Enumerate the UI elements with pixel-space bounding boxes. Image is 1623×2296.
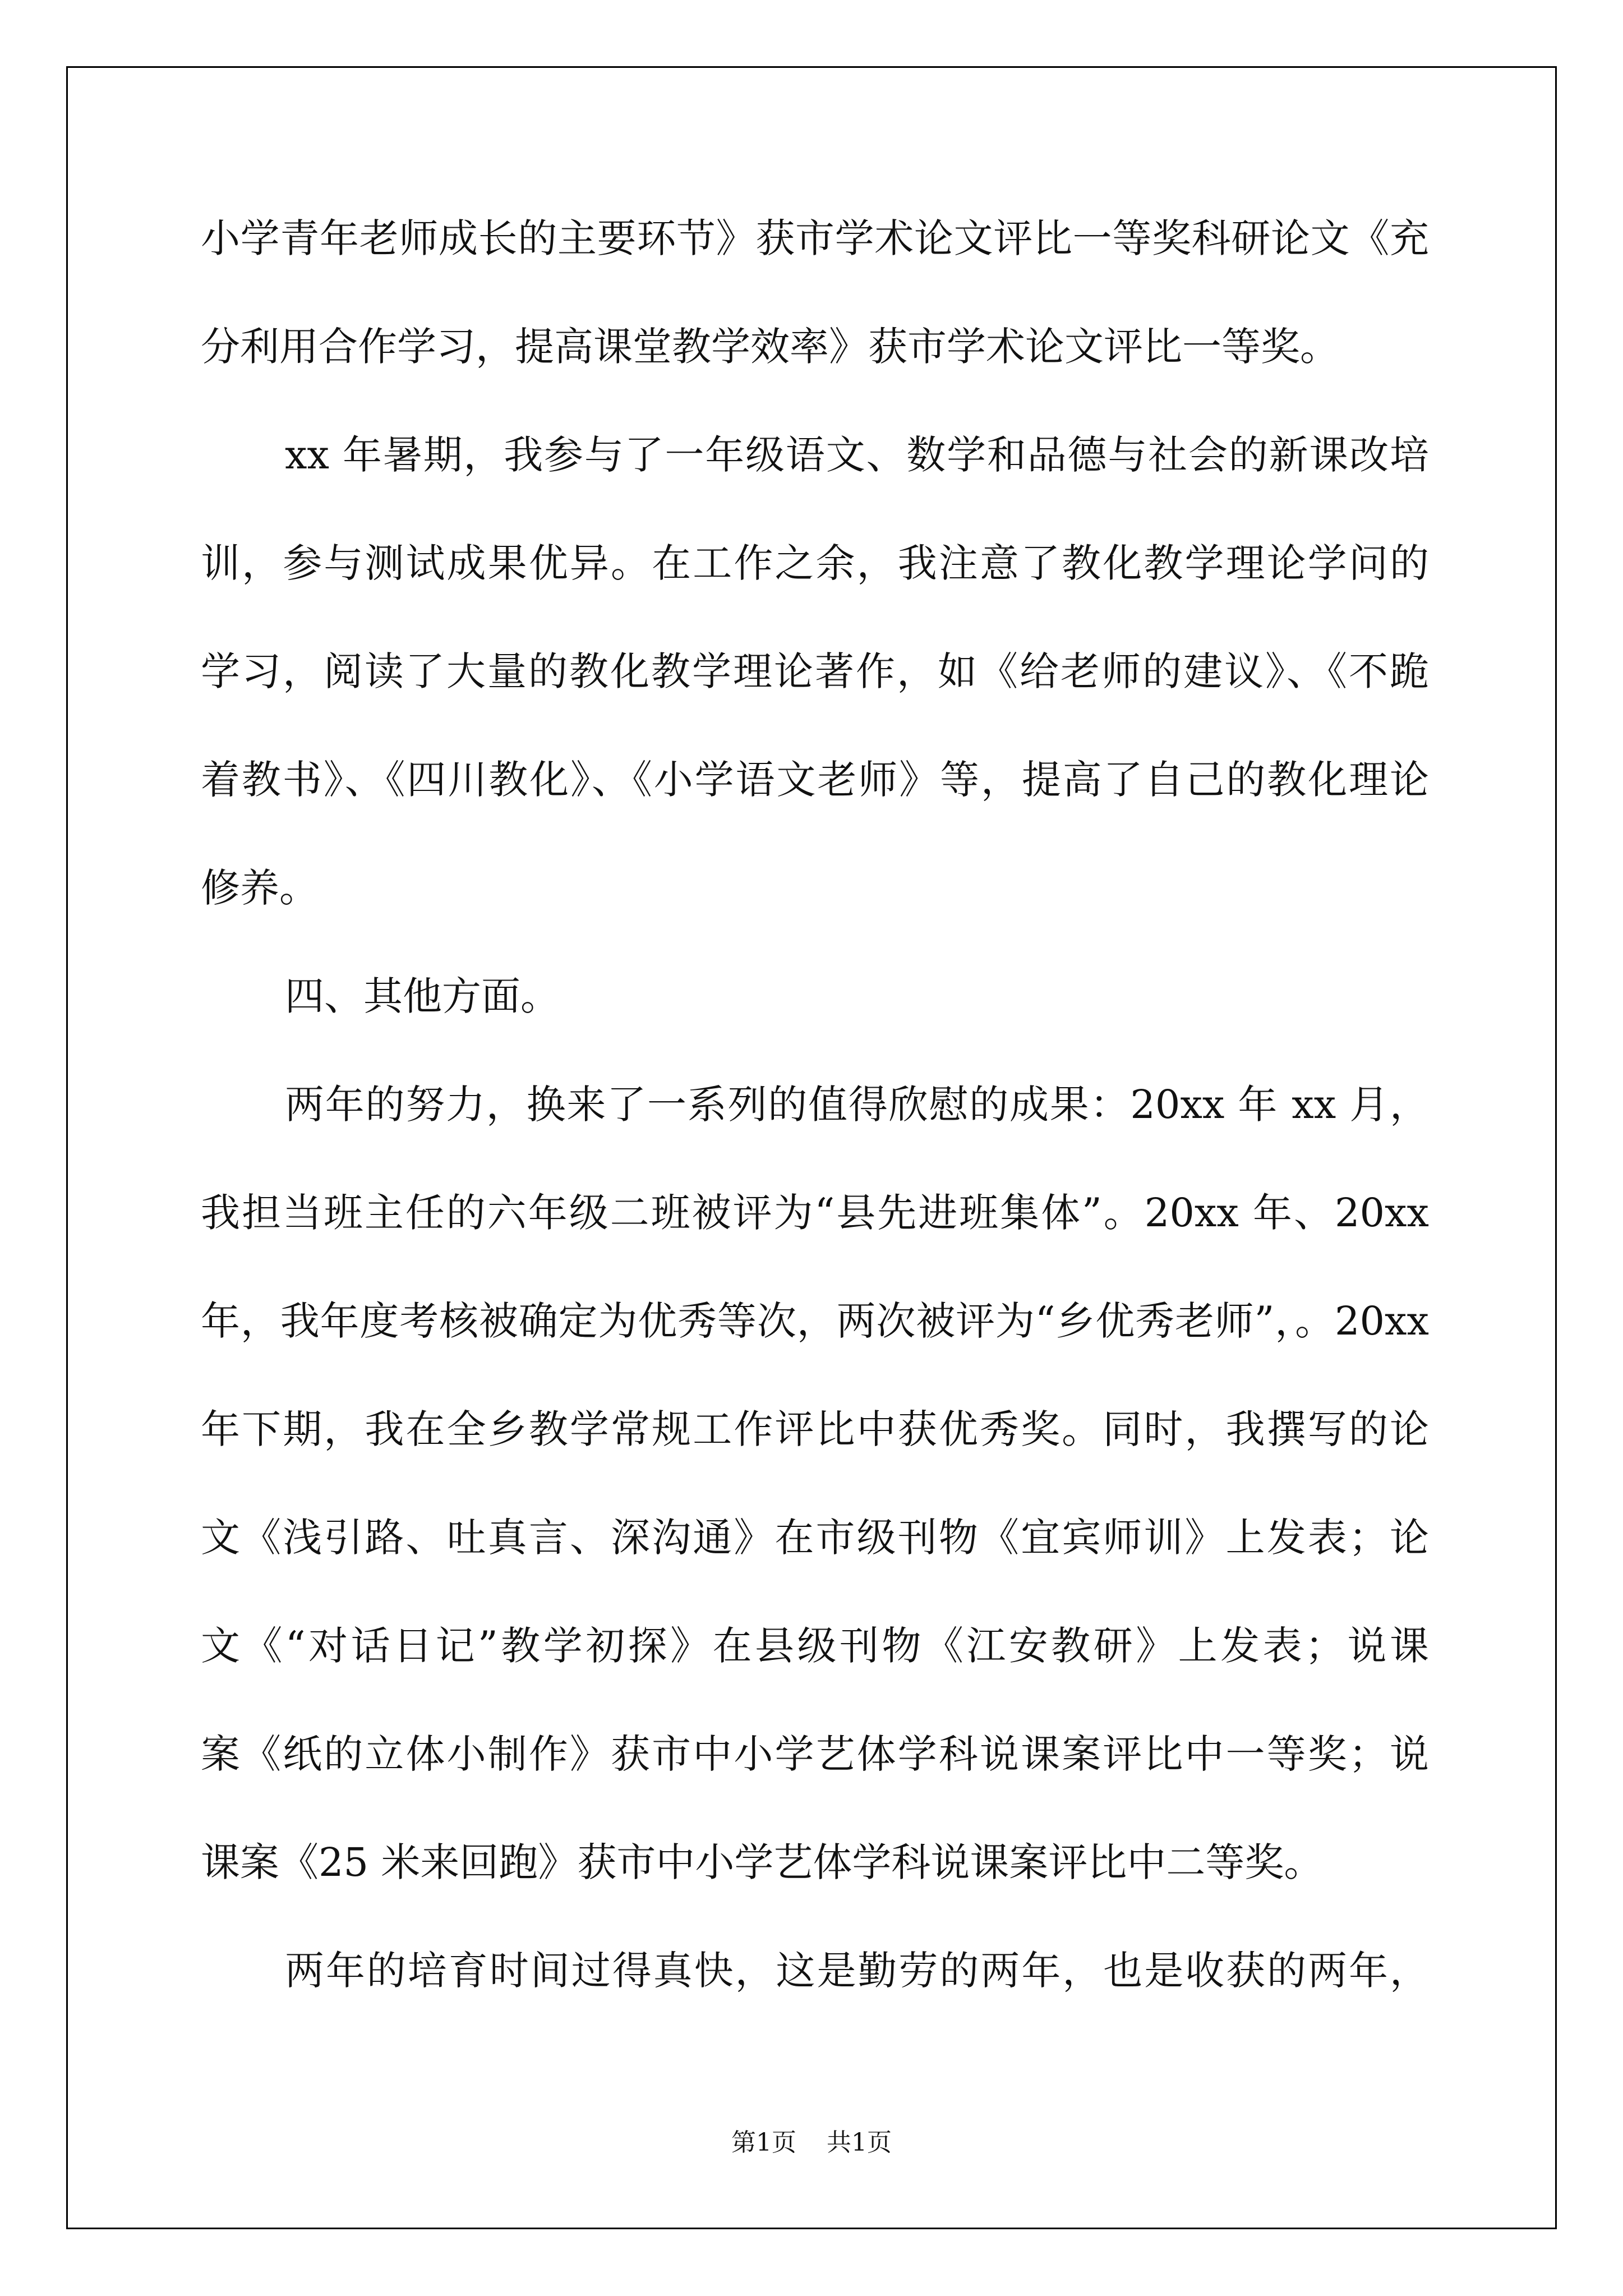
text-line: 两年的努力，换来了一系列的值得欣慰的成果：20xx 年 xx 月， [285,1082,1429,1128]
section-heading: 四、其他方面。 [285,973,560,1019]
text-line: 文《“对话日记”教学初探》在县级刊物《江安教研》上发表；说课 [201,1623,1429,1669]
text-line: 学习，阅读了大量的教化教学理论著作，如《给老师的建议》、《不跪 [201,648,1429,694]
text-line: 两年的培育时间过得真快，这是勤劳的两年，也是收获的两年， [285,1948,1429,1994]
text-line: 案《纸的立体小制作》获市中小学艺体学科说课案评比中一等奖；说 [201,1731,1429,1777]
text-line: 我担当班主任的六年级二班被评为“县先进班集体”。20xx 年、20xx [201,1190,1429,1236]
text-line: xx 年暑期，我参与了一年级语文、数学和品德与社会的新课改培 [285,432,1429,478]
page-border [66,66,1557,2229]
text-line: 小学青年老师成长的主要环节》获市学术论文评比一等奖科研论文《充 [201,215,1429,261]
text-line: 修养。 [201,865,319,911]
text-line: 年下期，我在全乡教学常规工作评比中获优秀奖。同时，我撰写的论 [201,1406,1429,1452]
page-number-total: 共1页 [827,2128,892,2157]
text-line: 着教书》、《四川教化》、《小学语文老师》等，提高了自己的教化理论 [201,757,1429,803]
text-line: 训，参与测试成果优异。在工作之余，我注意了教化教学理论学问的 [201,540,1429,586]
page-footer [0,2126,1623,2160]
page-number-current: 第1页 [731,2128,796,2157]
text-line: 文《浅引路、吐真言、深沟通》在市级刊物《宜宾师训》上发表；论 [201,1515,1429,1561]
text-line: 年，我年度考核被确定为优秀等次，两次被评为“乡优秀老师”，。20xx [201,1298,1429,1344]
text-line: 课案《25 米来回跑》获市中小学艺体学科说课案评比中二等奖。 [201,1839,1324,1885]
text-line: 分利用合作学习，提高课堂教学效率》获市学术论文评比一等奖。 [201,324,1339,370]
